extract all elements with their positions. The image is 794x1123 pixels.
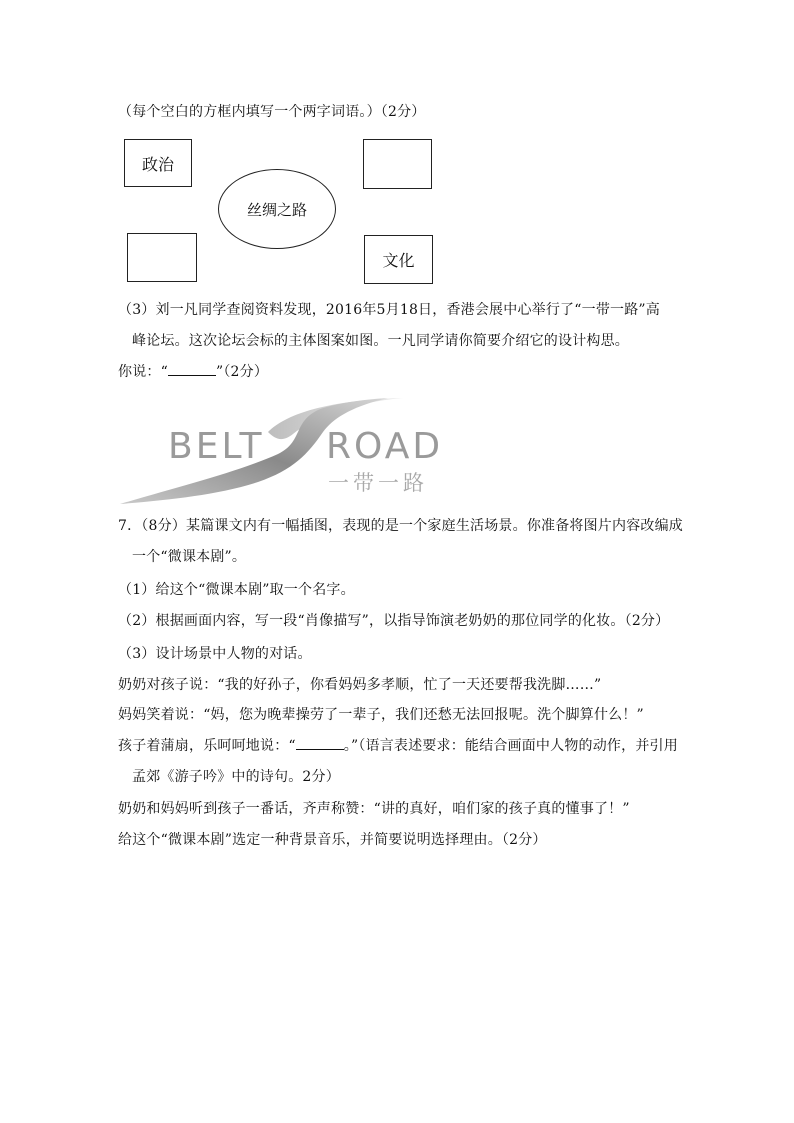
q7-line1: 7．（8分）某篇课文内有一幅插图，表现的是一个家庭生活场景。你准备将图片内容改编成: [118, 518, 684, 534]
q7-dialog3: [118, 737, 678, 755]
diagram-center-ellipse: 丝绸之路: [218, 169, 336, 249]
q3-answer-line: [118, 363, 268, 381]
q7-dialog2: 妈妈笑着说：“妈，您为晚辈操劳了一辈子，我们还愁无法回报呢。洗个脚算什么！”: [118, 707, 644, 723]
belt-road-logo: [118, 392, 448, 507]
q3-answer-blank[interactable]: [168, 363, 216, 376]
q7-dialog3-prefix: 孩子着蒲扇，乐呵呵地说：“: [118, 738, 296, 754]
q7-sub1: （1）给这个“微课本剧”取一个名字。: [118, 582, 355, 598]
q7-sub3: （3）设计场景中人物的对话。: [118, 646, 312, 662]
q7-dialog3-suffix: 。”（语言表述要求：能结合画面中人物的动作，并引用: [343, 738, 678, 754]
q7-final: 给这个“微课本剧”选定一种背景音乐，并简要说明选择理由。（2分）: [118, 832, 547, 848]
logo-word-road: ROAD: [326, 426, 444, 467]
q3-line2: 峰论坛。这次论坛会标的主体图案如图。一凡同学请你简要介绍它的设计构思。: [132, 333, 629, 349]
diagram-box-bottom-left[interactable]: [127, 233, 197, 282]
q7-dialog4: 奶奶和妈妈听到孩子一番话，齐声称赞：“讲的真好，咱们家的孩子真的懂事了！”: [118, 801, 630, 817]
logo-chinese: 一带一路: [328, 471, 428, 495]
q7-line2: 一个“微课本剧”。: [132, 549, 247, 565]
q3-line1: （3）刘一凡同学查阅资料发现，2016年5月18日，香港会展中心举行了“一带一路”高: [118, 302, 660, 318]
diagram-box-top-right[interactable]: [363, 139, 432, 189]
q7-sub2: （2）根据画面内容，写一段“肖像描写”，以指导饰演老奶奶的那位同学的化妆。（2分）: [118, 613, 670, 629]
q3-answer-suffix: ”（2分）: [215, 364, 269, 380]
q7-dialog3-line2: 孟郊《游子吟》中的诗句。2分）: [132, 769, 340, 785]
instruction-text: （每个空白的方框内填写一个两字词语。）（2分）: [118, 104, 426, 120]
q7-dialog1: 奶奶对孩子说：“我的好孙子，你看妈妈多孝顺，忙了一天还要帮我洗脚……”: [118, 677, 602, 693]
logo-word-belt: BELT: [168, 426, 265, 467]
diagram-box-top-left[interactable]: 政治: [124, 139, 192, 187]
q3-answer-prefix: 你说：“: [118, 364, 168, 380]
diagram-box-bottom-right[interactable]: 文化: [364, 235, 433, 284]
q7-dialog3-blank[interactable]: [296, 737, 344, 750]
